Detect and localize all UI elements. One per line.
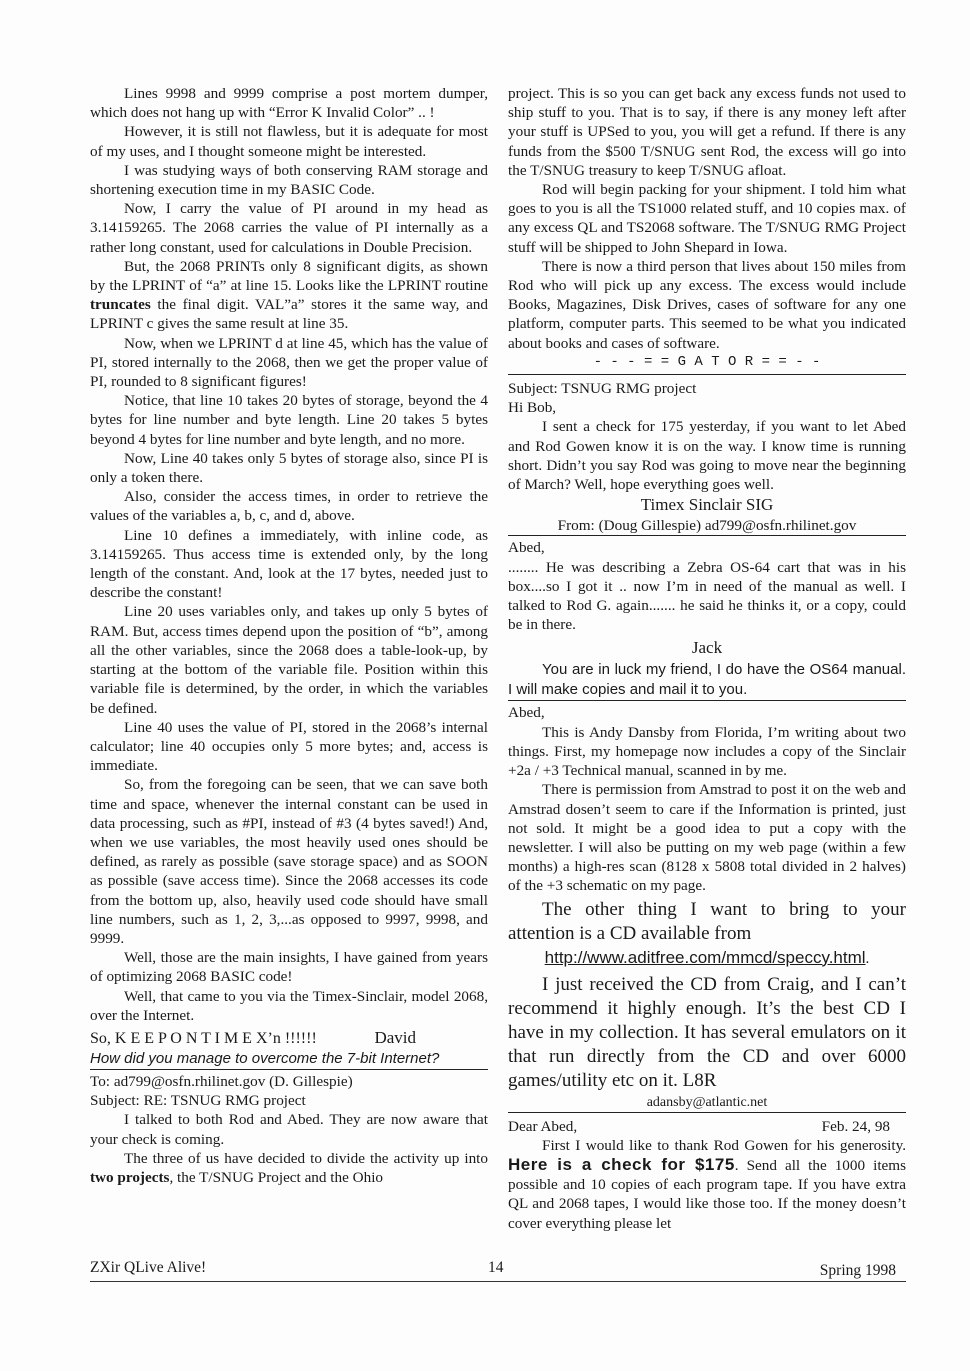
text-run: First I would like to thank Rod Gowen for his generosity.: [542, 1136, 906, 1154]
bold-word: two projects: [90, 1168, 170, 1186]
greeting: Hi Bob,: [508, 399, 557, 417]
paragraph: Now, I carry the value of PI around in my head as 3.14159265. The 2068 carries the value of PI internally as a rather long constant, used for calculations in Double Precision.: [90, 200, 488, 256]
email-subject-line: Subject: RE: TSNUG RMG project: [90, 1092, 306, 1110]
paragraph: Also, consider the access times, in order to retrieve the values of the variables a, b, c, and d, above.: [90, 488, 488, 525]
sig-from-line: From: (Doug Gillespie) ad799@osfn.rhilinet.gov: [508, 516, 906, 536]
paragraph: [90, 1149, 488, 1187]
email-address: adansby@atlantic.net: [508, 1093, 906, 1113]
signature-jack: Jack: [691, 638, 723, 658]
salutation: Dear Abed,: [508, 1117, 578, 1135]
page-footer: [90, 1259, 906, 1289]
paragraph-large: The other thing I want to bring to your attention is a CD available from: [508, 898, 906, 944]
text-run: , the T/SNUG Project and the Ohio: [169, 1168, 384, 1186]
paragraph: However, it is still not flawless, but it is adequate for most of my uses, and I thought someone might be interested.: [90, 123, 488, 160]
email-to-line: To: ad799@osfn.rhilinet.gov (D. Gillespie): [90, 1072, 353, 1090]
paragraph: Line 20 uses variables only, and takes up only 5 bytes of RAM. But, access times depend upon the position of “b”, among all the other variables, since the 2068 does a table-look-up, by starting at the bottom of the variable file. Position within this variable file is determined, by the order, in which the variables be defined.: [90, 603, 488, 717]
paragraph: So, from the foregoing can be seen, that we can save both time and space, whenever the internal constant can be used in data processing, such as #PI, instead of #3 (4 bytes saved!) And, when we use variables, the most heavily used ones should be defined, as rarely as possible (save storage space) and as SOON as possible (save access time). Since the 2068 accesses its code from the bottom up, also, heavily used code should have small line numbers, such as 1, 2, 3,...as opposed to 9997, 9998, and 9999.: [90, 776, 488, 947]
check-callout: Here is a check for $175: [508, 1154, 735, 1174]
paragraph: I sent a check for 175 yesterday, if you want to let Abed and Rod Gowen know it is on the way. I know time is running short. Didn’t you say Rod was going to move near the beginning of March? Well, hope everything goes well.: [508, 418, 906, 494]
jack-reply: You are in luck my friend, I do have the OS64 manual. I will make copies and mail it to you.: [508, 660, 906, 701]
paragraph: Lines 9998 and 9999 comprise a post mortem dumper, which does not hang up with “Error K Invalid Color” .. !: [90, 85, 488, 122]
paragraph: I was studying ways of both conserving RAM storage and shortening execution time in my BASIC Code.: [90, 161, 488, 199]
question-heading: How did you manage to overcome the 7-bit Internet?: [90, 1049, 488, 1070]
cd-url-link[interactable]: http://www.aditfree.com/mmcd/speccy.html: [544, 947, 866, 967]
paragraph: Line 40 uses the value of PI, stored in the 2068’s internal calculator; line 40 occupies only 5 more bytes; and, access is immediate.: [90, 718, 488, 775]
paragraph: Now, Line 40 takes only 5 bytes of storage also, since PI is only a token there.: [90, 449, 488, 487]
publication-name: ZXir QLive Alive!: [90, 1259, 207, 1276]
paragraph: ........ He was describing a Zebra OS-64 cart that was in his box....so I got it .. now I’m in need of the manual as well. I talked to Rod G. again....... he said he thinks it, or a copy, could be in there.: [508, 558, 906, 634]
paragraph: Line 10 defines a immediately, with inline code, as 3.14159265. Thus access time is extended only, by the long length of the constant. And, look at the 17 bytes, needed just to describe the constant!: [90, 526, 488, 602]
text-run: But, the 2068 PRINTs only 8 significant digits, as shown by the LPRINT of “a” at line 15. Looks like the LPRINT routine: [90, 257, 488, 295]
signoff-text: So, K E E P O N T I M E X’n !!!!!!: [90, 1029, 317, 1047]
greeting: Abed,: [508, 539, 545, 557]
text-run: the final digit. VAL”a” stores it the same way, and LPRINT c gives the same result at line 35.: [90, 296, 488, 333]
paragraph: This is Andy Dansby from Florida, I’m writing about two things. First, my homepage now includes a copy of the Sinclair +2a / +3 Technical manual, scanned in by me.: [508, 723, 906, 780]
gator-signature: - - - = = G A T O R = = - -: [508, 353, 906, 375]
footer-divider: [90, 1281, 906, 1282]
paragraph: [508, 1136, 906, 1233]
paragraph: [90, 257, 488, 334]
text-run: . Send all the 1000 items possible and 10 copies of each program tape. If you have extra QL and 2068 tapes, I would like those too. If the money doesn’t cover everything please let: [508, 1156, 906, 1232]
bold-word: truncates: [90, 296, 151, 314]
letter-header: [508, 1117, 906, 1136]
left-column: [90, 84, 488, 1187]
greeting: Abed,: [508, 704, 545, 722]
letter-date: Feb. 24, 98: [821, 1117, 890, 1135]
email-subject-line: Subject: TSNUG RMG project: [508, 380, 697, 398]
url-period: .: [865, 949, 870, 967]
text-run: The three of us have decided to divide the activity up into: [124, 1149, 488, 1167]
paragraph-large: I just received the CD from Craig, and I can’t recommend it highly enough. It’s the best CD I have in my collection. It has several emulators on it that run directly from the CD and over 6000 games/utility etc on it. L8R: [508, 973, 906, 1091]
signoff-name: David: [374, 1027, 416, 1047]
paragraph: There is permission from Amstrad to post it on the web and Amstrad dosen’t seem to care if the Information is printed, just not sold. It might be a good idea to put a copy with the newsletter. I will also be putting on my web page (within a few months) a high-res scan (8128 x 5808 total divided in 2 halves) of the +3 schematic on my page.: [508, 781, 906, 895]
sig-heading: Timex Sinclair SIG: [640, 495, 774, 515]
paragraph: Rod will begin packing for your shipment. I told him what goes to you is all the TS1000 related stuff, and 10 copies max. of any excess QL and TS2068 software. The T/SNUG RMG Project stuff will be shipped to John Shepard in Iowa.: [508, 181, 906, 256]
paragraph: There is now a third person that lives about 150 miles from Rod who will pick up any excess. The excess would include Books, Magazines, Disk Drives, cases of software for any one platform, computer parts. This seemed to be what you indicated about books and cases of software.: [508, 257, 906, 352]
right-column: [508, 84, 906, 1233]
paragraph: Well, those are the main insights, I have gained from years of optimizing 2068 BASIC code!: [90, 949, 488, 986]
signoff-line: [90, 1027, 488, 1049]
paragraph: project. This is so you can get back any excess funds not used to ship stuff to you. That is to say, if there is any money left after your stuff is UPSed to you, you will get a refund. If there is any funds from the $500 T/SNUG sent Rod, the excess will go into the T/SNUG treasury to keep T/SNUG afloat.: [508, 85, 906, 179]
issue-date: Spring 1998: [819, 1262, 896, 1279]
page-number: 14: [488, 1259, 504, 1276]
paragraph: I talked to both Rod and Abed. They are now aware that your check is coming.: [90, 1111, 488, 1148]
url-line: [508, 946, 906, 971]
paragraph: Now, when we LPRINT d at line 45, which has the value of PI, stored internally to the 2068, then we get the proper value of PI, rounded to 8 significant figures!: [90, 334, 488, 391]
paragraph: Notice, that line 10 takes 20 bytes of storage, beyond the 4 bytes for line number and byte length. Line 20 takes 5 bytes beyond 4 bytes for line number and byte length, and no more.: [90, 392, 488, 448]
paragraph: Well, that came to you via the Timex-Sinclair, model 2068, over the Internet.: [90, 987, 488, 1024]
